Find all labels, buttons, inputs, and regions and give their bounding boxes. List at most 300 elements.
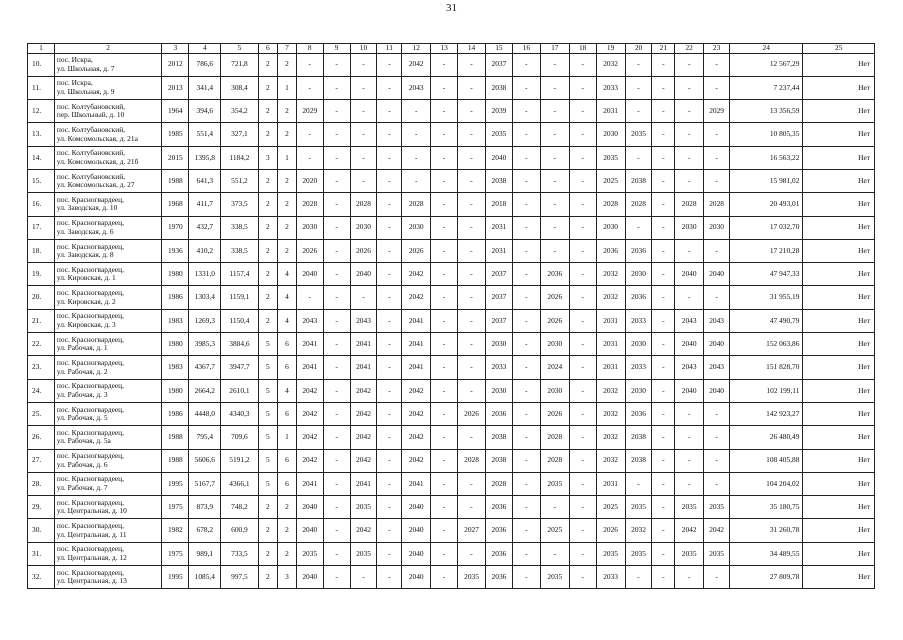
table-cell: - <box>704 53 730 76</box>
table-cell: - <box>675 100 704 123</box>
table-cell: - <box>704 170 730 193</box>
table-cell: 2664,2 <box>189 379 221 402</box>
table-cell: 2035 <box>704 496 730 519</box>
table-cell: - <box>512 286 540 309</box>
table-cell: - <box>323 263 350 286</box>
table-cell: - <box>569 426 596 449</box>
table-cell: - <box>377 333 402 356</box>
table-cell: 2041 <box>402 472 431 495</box>
table-cell: - <box>350 146 377 169</box>
table-cell: - <box>652 76 675 99</box>
table-cell: - <box>540 100 569 123</box>
table-cell: - <box>512 170 540 193</box>
table-cell: - <box>458 496 486 519</box>
address-cell <box>54 379 162 402</box>
table-row <box>28 542 875 565</box>
table-cell: 551,4 <box>189 123 221 146</box>
address-street: ул. Рабочая, д. 5 <box>56 413 108 423</box>
table-cell: 2026 <box>458 402 486 425</box>
table-cell: 411,7 <box>189 193 221 216</box>
table-row <box>28 333 875 356</box>
table-cell: - <box>402 100 431 123</box>
table-cell: - <box>704 286 730 309</box>
address-street: ул. Рабочая, д. 7 <box>56 483 108 492</box>
address-settlement: пос. Искра, <box>56 78 93 88</box>
table-cell: - <box>431 146 458 169</box>
table-cell: - <box>540 76 569 99</box>
table-cell: - <box>569 542 596 565</box>
table-cell: - <box>350 76 377 99</box>
address-cell <box>54 309 162 332</box>
address-settlement: пос. Красногвардеец, <box>56 241 124 251</box>
table-cell: 341,4 <box>189 76 221 99</box>
row-number: 17. <box>28 216 55 239</box>
table-cell: 338,5 <box>221 239 258 262</box>
table-cell: - <box>512 449 540 472</box>
table-cell: - <box>377 472 402 495</box>
table-cell: - <box>377 263 402 286</box>
column-header: 2 <box>54 44 162 54</box>
flag-cell: Нет <box>803 239 875 262</box>
table-cell: 2028 <box>296 193 323 216</box>
table-cell: 2041 <box>350 333 377 356</box>
total-cost-cell: 151 828,70 <box>730 356 803 379</box>
table-cell: - <box>323 426 350 449</box>
table-body <box>28 53 875 589</box>
table-cell: 2025 <box>596 170 625 193</box>
table-cell: 2040 <box>704 379 730 402</box>
address-settlement: пос. Красногвардеец, <box>56 404 124 414</box>
table-cell: 4 <box>278 263 297 286</box>
flag-cell: Нет <box>803 519 875 542</box>
table-cell: - <box>625 472 652 495</box>
column-header: 25 <box>803 44 875 54</box>
table-cell: - <box>569 286 596 309</box>
table-cell: - <box>377 123 402 146</box>
table-cell: 2035 <box>458 566 486 589</box>
row-number: 13. <box>28 123 55 146</box>
table-cell: 2040 <box>402 566 431 589</box>
column-header: 17 <box>540 44 569 54</box>
address-cell <box>54 146 162 169</box>
table-row <box>28 100 875 123</box>
table-cell: - <box>296 53 323 76</box>
address-street: ул. Школьная, д. 7 <box>56 63 115 73</box>
table-cell: - <box>323 239 350 262</box>
table-cell: 2042 <box>296 449 323 472</box>
table-cell: - <box>512 100 540 123</box>
address-street: ул. Центральная, д. 11 <box>56 529 127 539</box>
table-cell: 2040 <box>704 333 730 356</box>
address-settlement: пос. Колтубановский, <box>56 101 126 111</box>
table-cell: 2 <box>278 216 297 239</box>
table-cell: - <box>704 239 730 262</box>
table-row <box>28 426 875 449</box>
table-cell: 2040 <box>402 542 431 565</box>
table-cell: - <box>675 286 704 309</box>
total-cost-cell: 47 947,33 <box>730 263 803 286</box>
table-cell: 2027 <box>458 519 486 542</box>
table-cell: 2040 <box>350 263 377 286</box>
row-number: 27. <box>28 449 55 472</box>
table-cell: - <box>323 379 350 402</box>
table-row <box>28 519 875 542</box>
table-cell: - <box>431 333 458 356</box>
table-cell: - <box>512 496 540 519</box>
table-cell: - <box>431 496 458 519</box>
address-cell <box>54 566 162 589</box>
table-cell: - <box>652 170 675 193</box>
address-settlement: пос. Красногвардеец, <box>56 474 124 484</box>
table-cell: 1184,2 <box>221 146 258 169</box>
table-cell: 2035 <box>625 542 652 565</box>
table-cell: 4366,1 <box>221 472 258 495</box>
table-cell: - <box>377 356 402 379</box>
table-cell: 2028 <box>458 449 486 472</box>
table-cell: - <box>652 309 675 332</box>
table-cell: - <box>675 123 704 146</box>
address-settlement: пос. Колтубановский, <box>56 148 126 158</box>
address-cell <box>54 170 162 193</box>
total-cost-cell: 12 567,29 <box>730 53 803 76</box>
table-cell: 2030 <box>625 263 652 286</box>
table-cell: 6 <box>278 449 297 472</box>
table-row <box>28 566 875 589</box>
table-cell: 2029 <box>704 100 730 123</box>
row-number: 24. <box>28 379 55 402</box>
table-cell: - <box>625 146 652 169</box>
table-cell: - <box>377 566 402 589</box>
table-cell: 1980 <box>162 263 189 286</box>
table-cell: 2030 <box>402 216 431 239</box>
address-settlement: пос. Красногвардеец, <box>56 334 124 344</box>
table-cell: 2041 <box>402 333 431 356</box>
table-cell: - <box>458 426 486 449</box>
table-cell: 1159,1 <box>221 286 258 309</box>
table-cell: - <box>377 542 402 565</box>
table-cell: - <box>569 496 596 519</box>
table-cell: - <box>652 263 675 286</box>
table-cell: - <box>377 193 402 216</box>
table-cell: - <box>431 309 458 332</box>
table-cell: 2040 <box>296 263 323 286</box>
flag-cell: Нет <box>803 496 875 519</box>
table-cell: - <box>675 239 704 262</box>
row-number: 30. <box>28 519 55 542</box>
table-cell: - <box>625 76 652 99</box>
table-cell: 2028 <box>596 193 625 216</box>
table-cell: 1988 <box>162 426 189 449</box>
table-cell: 1985 <box>162 123 189 146</box>
table-cell: - <box>540 146 569 169</box>
table-cell: - <box>512 123 540 146</box>
flag-cell: Нет <box>803 566 875 589</box>
table-row <box>28 263 875 286</box>
table-cell: 2040 <box>675 263 704 286</box>
table-cell: 748,2 <box>221 496 258 519</box>
table-cell: 2026 <box>596 519 625 542</box>
table-cell: 2030 <box>486 379 513 402</box>
table-cell: 2041 <box>350 472 377 495</box>
table-cell: 795,4 <box>189 426 221 449</box>
row-number: 22. <box>28 333 55 356</box>
table-cell: 786,6 <box>189 53 221 76</box>
table-cell: 2038 <box>486 170 513 193</box>
table-cell: - <box>652 496 675 519</box>
table-cell: 410,2 <box>189 239 221 262</box>
table-cell: 2042 <box>350 449 377 472</box>
table-cell: 2028 <box>402 193 431 216</box>
table-cell: - <box>377 519 402 542</box>
column-header: 1 <box>28 44 55 54</box>
row-number: 31. <box>28 542 55 565</box>
table-cell: 2030 <box>296 216 323 239</box>
row-number: 18. <box>28 239 55 262</box>
table-cell: 3 <box>258 146 278 169</box>
total-cost-cell: 108 405,88 <box>730 449 803 472</box>
row-number: 21. <box>28 309 55 332</box>
table-cell: 2032 <box>596 426 625 449</box>
table-cell: 2038 <box>625 449 652 472</box>
table-cell: - <box>323 472 350 495</box>
table-cell: 2035 <box>350 542 377 565</box>
flag-cell: Нет <box>803 123 875 146</box>
table-cell: 997,5 <box>221 566 258 589</box>
table-cell: - <box>704 402 730 425</box>
table-cell: 2028 <box>540 426 569 449</box>
total-cost-cell: 13 356,59 <box>730 100 803 123</box>
table-cell: - <box>652 333 675 356</box>
table-cell: - <box>350 286 377 309</box>
table-cell: 2032 <box>596 402 625 425</box>
table-cell: - <box>512 239 540 262</box>
address-settlement: пос. Красногвардеец, <box>56 451 124 461</box>
table-cell: 1988 <box>162 170 189 193</box>
address-street: ул. Кировская, д. 3 <box>56 319 116 329</box>
table-cell: - <box>431 239 458 262</box>
table-cell: 551,2 <box>221 170 258 193</box>
table-cell: 2040 <box>296 519 323 542</box>
column-header: 8 <box>296 44 323 54</box>
table-row <box>28 379 875 402</box>
address-street: ул. Комсомольская, д. 27 <box>56 180 135 190</box>
column-header: 5 <box>221 44 258 54</box>
table-cell: 2026 <box>296 239 323 262</box>
table-cell: 2037 <box>486 263 513 286</box>
table-cell: - <box>377 76 402 99</box>
table-cell: - <box>652 566 675 589</box>
address-cell <box>54 472 162 495</box>
table-cell: - <box>458 379 486 402</box>
table-cell: 2038 <box>625 426 652 449</box>
table-cell: - <box>402 123 431 146</box>
table-cell: - <box>569 53 596 76</box>
total-cost-cell: 34 489,55 <box>730 542 803 565</box>
row-number: 10. <box>28 53 55 76</box>
table-cell: - <box>323 566 350 589</box>
table-cell: 1986 <box>162 286 189 309</box>
address-street: ул. Рабочая, д. 2 <box>56 366 108 376</box>
table-cell: - <box>377 402 402 425</box>
table-cell: 2042 <box>350 426 377 449</box>
table-cell: 5191,2 <box>221 449 258 472</box>
table-cell: 4448,0 <box>189 402 221 425</box>
flag-cell: Нет <box>803 100 875 123</box>
table-cell: 2040 <box>675 379 704 402</box>
total-cost-cell: 27 809,78 <box>730 566 803 589</box>
table-cell: - <box>377 216 402 239</box>
table-cell: - <box>652 100 675 123</box>
address-cell <box>54 263 162 286</box>
table-cell: 2040 <box>704 263 730 286</box>
table-cell: 2 <box>258 53 278 76</box>
table-cell: 2013 <box>162 76 189 99</box>
table-cell: 1 <box>278 76 297 99</box>
address-street: ул. Кировская, д. 2 <box>56 296 116 306</box>
table-cell: - <box>569 402 596 425</box>
table-cell: 3947,7 <box>221 356 258 379</box>
address-settlement: пос. Красногвардеец, <box>56 567 124 577</box>
table-cell: - <box>350 53 377 76</box>
flag-cell: Нет <box>803 542 875 565</box>
table-cell: - <box>512 356 540 379</box>
table-cell: - <box>323 333 350 356</box>
table-cell: 2037 <box>486 53 513 76</box>
table-cell: - <box>323 449 350 472</box>
table-cell: - <box>652 356 675 379</box>
table-cell: - <box>704 76 730 99</box>
table-cell: - <box>431 100 458 123</box>
table-cell: 2028 <box>350 193 377 216</box>
table-cell: - <box>652 426 675 449</box>
row-number: 32. <box>28 566 55 589</box>
table-cell: 2036 <box>486 519 513 542</box>
table-cell: 641,3 <box>189 170 221 193</box>
table-cell: - <box>323 216 350 239</box>
row-number: 26. <box>28 426 55 449</box>
table-cell: 1983 <box>162 356 189 379</box>
table-cell: - <box>377 286 402 309</box>
address-cell <box>54 519 162 542</box>
table-cell: - <box>675 426 704 449</box>
table-cell: 2030 <box>596 123 625 146</box>
total-cost-cell: 152 063,86 <box>730 333 803 356</box>
table-cell: - <box>625 53 652 76</box>
table-cell: 2042 <box>402 426 431 449</box>
table-cell: - <box>512 472 540 495</box>
address-cell <box>54 76 162 99</box>
table-cell: 2026 <box>540 286 569 309</box>
table-cell: 308,4 <box>221 76 258 99</box>
table-cell: 2040 <box>402 519 431 542</box>
table-cell: - <box>540 170 569 193</box>
table-cell: 2038 <box>486 76 513 99</box>
column-header: 15 <box>486 44 513 54</box>
table-cell: 2035 <box>596 146 625 169</box>
flag-cell: Нет <box>803 402 875 425</box>
table-cell: - <box>652 193 675 216</box>
table-cell: - <box>704 146 730 169</box>
table-cell: - <box>458 53 486 76</box>
table-cell: 2037 <box>486 286 513 309</box>
table-cell: - <box>377 146 402 169</box>
table-cell: 2043 <box>402 76 431 99</box>
table-cell: - <box>569 379 596 402</box>
table-cell: - <box>323 496 350 519</box>
table-cell: 2028 <box>540 449 569 472</box>
table-cell: 1988 <box>162 449 189 472</box>
table-cell: - <box>377 449 402 472</box>
flag-cell: Нет <box>803 449 875 472</box>
table-cell: 1975 <box>162 496 189 519</box>
address-street: ул. Заводская, д. 8 <box>56 250 114 260</box>
table-cell: 2 <box>278 193 297 216</box>
page-number: 31 <box>446 2 457 14</box>
table-cell: - <box>569 449 596 472</box>
table-cell: 1936 <box>162 239 189 262</box>
table-cell: 2 <box>278 53 297 76</box>
row-number: 12. <box>28 100 55 123</box>
table-cell: 2042 <box>296 379 323 402</box>
table-cell: - <box>675 146 704 169</box>
table-cell: 2043 <box>350 309 377 332</box>
table-cell: - <box>704 566 730 589</box>
table-cell: 1995 <box>162 566 189 589</box>
total-cost-cell: 104 204,02 <box>730 472 803 495</box>
table-cell: 1980 <box>162 333 189 356</box>
table-cell: - <box>323 76 350 99</box>
table-cell: - <box>296 146 323 169</box>
table-cell: 2039 <box>486 100 513 123</box>
address-cell <box>54 216 162 239</box>
address-settlement: пос. Колтубановский, <box>56 125 126 135</box>
table-row <box>28 402 875 425</box>
table-cell: - <box>569 76 596 99</box>
column-header: 16 <box>512 44 540 54</box>
table-cell: 2 <box>258 100 278 123</box>
table-cell: - <box>512 53 540 76</box>
table-cell: - <box>569 472 596 495</box>
table-header <box>28 44 875 54</box>
table-cell: 2042 <box>350 379 377 402</box>
table-cell: 1968 <box>162 193 189 216</box>
address-street: ул. Кировская, д. 1 <box>56 273 116 283</box>
table-row <box>28 309 875 332</box>
total-cost-cell: 10 805,35 <box>730 123 803 146</box>
table-cell: - <box>296 123 323 146</box>
column-header: 7 <box>278 44 297 54</box>
table-cell: 394,6 <box>189 100 221 123</box>
table-cell: 2042 <box>350 519 377 542</box>
table-cell: - <box>431 426 458 449</box>
row-number: 20. <box>28 286 55 309</box>
column-header: 10 <box>350 44 377 54</box>
table-row <box>28 146 875 169</box>
table-cell: 2026 <box>540 309 569 332</box>
table-cell: 327,1 <box>221 123 258 146</box>
table-cell: - <box>540 542 569 565</box>
column-header: 14 <box>458 44 486 54</box>
address-cell <box>54 402 162 425</box>
column-header: 23 <box>704 44 730 54</box>
table-cell: - <box>704 426 730 449</box>
table-cell: - <box>512 542 540 565</box>
table-cell: - <box>540 239 569 262</box>
table-cell: 2035 <box>350 496 377 519</box>
table-cell: - <box>652 449 675 472</box>
table-cell: - <box>540 193 569 216</box>
address-street: ул. Заводская, д. 10 <box>56 203 118 213</box>
